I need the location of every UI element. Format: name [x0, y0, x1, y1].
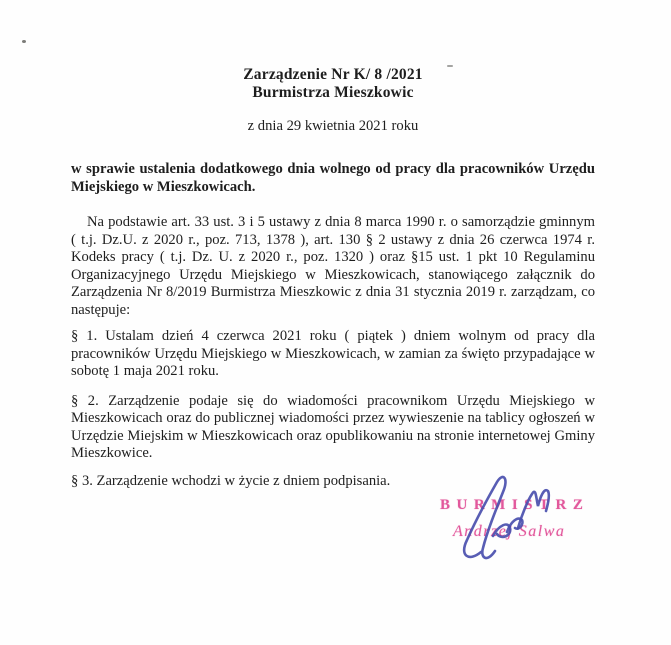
- document-subject: w sprawie ustalenia dodatkowego dnia wolnego od pracy dla pracowników Urzędu Miejskiego w Mieszkowicach.: [71, 161, 595, 195]
- burmistrz-stamp-name: Andrzej Salwa: [453, 523, 566, 540]
- document-content: [71, 0, 595, 490]
- scan-speck: [22, 40, 26, 43]
- paragraph-3: § 3. Zarządzenie wchodzi w życie z dniem podpisania.: [71, 472, 391, 489]
- signature-block: [437, 470, 607, 570]
- paragraph-legal-basis: Na podstawie art. 33 ust. 3 i 5 ustawy z dnia 8 marca 1990 r. o samorządzie gminnym ( t.j. Dz.U. z 2020 r., poz. 713, 1378 ), art. 130 § 2 ustawy z dnia 26 czerwca 1974 r. Kodeks pracy ( t.j. Dz. U. z 2020 r., poz. 1320 ) oraz §15 ust. 1 pkt 10 Regulaminu Organizacyjnego Urzędu Miejskiego w Mieszkowicach, stanowiącego załącznik do Zarządzenia Nr 8/2019 Burmistrza Mieszkowic z dnia 31 stycznia 2019 r. zarządzam, co następuje:: [71, 214, 595, 318]
- paragraph-2: § 2. Zarządzenie podaje się do wiadomości pracownikom Urzędu Miejskiego w Mieszkowicach oraz do publicznej wiadomości przez wywieszenie na tablicy ogłoszeń w Urzędzie Miejskim w Mieszkowicach oraz opublikowaniu na stronie internetowej Gminy Mieszkowice.: [71, 392, 595, 461]
- document-title-number: Zarządzenie Nr K/ 8 /2021: [243, 66, 423, 83]
- paragraph-1: § 1. Ustalam dzień 4 czerwca 2021 roku ( piątek ) dniem wolnym od pracy dla pracowników Urzędu Miejskiego w Mieszkowicach, w zamian za święto przypadające w sobotę 1 maja 2021 roku.: [71, 328, 595, 379]
- document-date: z dnia 29 kwietnia 2021 roku: [247, 118, 419, 134]
- burmistrz-stamp-title: BURMISTRZ: [440, 497, 590, 513]
- document-title-issuer: Burmistrza Mieszkowic: [252, 84, 414, 101]
- handwritten-signature-ink: [445, 470, 566, 570]
